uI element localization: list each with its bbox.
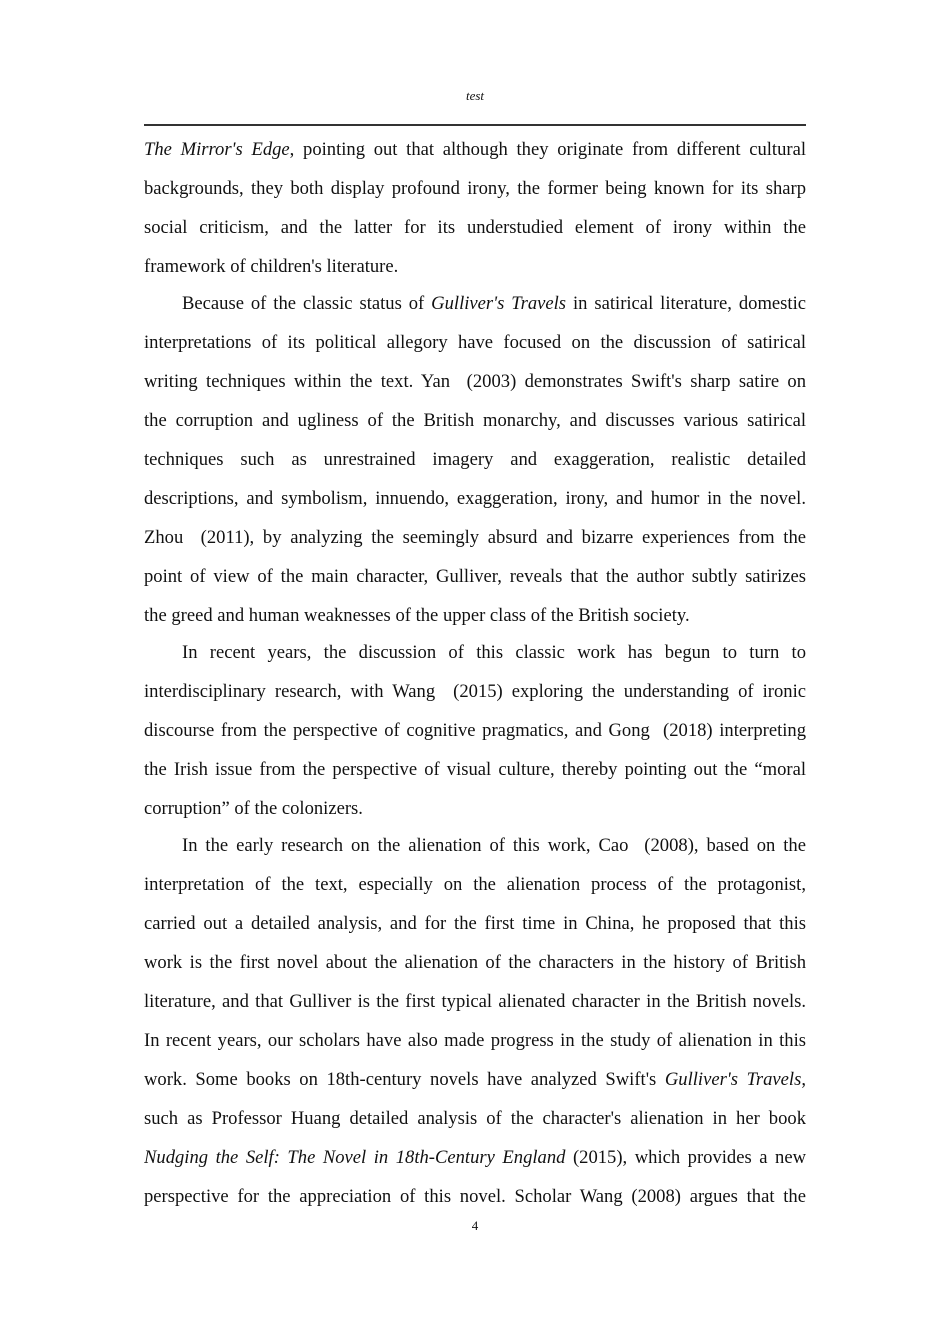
text-line (144, 208, 806, 247)
header-rule (144, 124, 806, 126)
text-segment: interpretations of its political allegory have focused on the discussion of satirical (144, 332, 806, 353)
text-line (144, 982, 806, 1021)
text-line (144, 1177, 806, 1216)
italic-title: Nudging the Self: The Novel in 18th-Century England (144, 1147, 566, 1168)
text-line (144, 130, 806, 169)
text-line (144, 401, 806, 440)
text-segment: In the early research on the alienation of this work, Cao (2008), based on the (182, 835, 806, 856)
running-header: test (465, 88, 485, 103)
text-segment: , pointing out that although they originate from different cultural (289, 139, 806, 160)
text-segment: point of view of the main character, Gulliver, reveals that the author subtly satirizes (144, 566, 806, 587)
text-segment: perspective for the appreciation of this novel. Scholar Wang (2008) argues that the (144, 1186, 806, 1207)
paragraph (144, 130, 806, 286)
text-line (144, 826, 806, 865)
text-segment: Because of the classic status of (182, 293, 432, 314)
text-line (144, 1021, 806, 1060)
text-line (144, 518, 806, 557)
text-line (144, 789, 806, 828)
page-number: 4 (471, 1218, 479, 1233)
italic-title: Gulliver's Travels (664, 1069, 802, 1090)
text-segment: literature, and that Gulliver is the first typical alienated character in the British novels. (144, 991, 806, 1012)
text-line (144, 284, 806, 323)
text-segment: interpretation of the text, especially on the alienation process of the protagonist, (144, 874, 806, 895)
text-segment: work. Some books on 18th-century novels have analyzed Swift's (144, 1069, 665, 1090)
text-segment: techniques such as unrestrained imagery and exaggeration, realistic detailed (144, 449, 806, 470)
text-segment: backgrounds, they both display profound irony, the former being known for its sharp (144, 178, 806, 199)
text-line (144, 362, 806, 401)
text-segment: such as Professor Huang detailed analysis of the character's alienation in her book (144, 1108, 806, 1129)
text-segment: , (801, 1069, 806, 1090)
text-line (144, 672, 806, 711)
text-segment: In recent years, the discussion of this classic work has begun to turn to (182, 642, 806, 663)
text-line (144, 750, 806, 789)
text-segment: social criticism, and the latter for its understudied element of irony within the (144, 217, 806, 238)
paragraph (144, 284, 806, 635)
text-segment: descriptions, and symbolism, innuendo, exaggeration, irony, and humor in the novel. (144, 488, 806, 509)
text-line (144, 596, 806, 635)
text-segment: the Irish issue from the perspective of visual culture, thereby pointing out the “moral (144, 759, 806, 780)
text-line (144, 1060, 806, 1099)
text-line (144, 440, 806, 479)
text-line (144, 711, 806, 750)
text-line (144, 633, 806, 672)
paragraph (144, 826, 806, 1216)
text-segment: work is the first novel about the alienation of the characters in the history of British (144, 952, 806, 973)
text-segment: (2015), which provides a new (565, 1147, 806, 1168)
italic-title: Gulliver's Travels (431, 293, 567, 314)
text-line (144, 479, 806, 518)
text-line (144, 865, 806, 904)
text-segment: discourse from the perspective of cognitive pragmatics, and Gong (2018) interpreting (144, 720, 806, 741)
text-segment: framework of children's literature. (144, 256, 399, 277)
text-line (144, 904, 806, 943)
text-segment: in satirical literature, domestic (566, 293, 806, 314)
text-segment: the greed and human weaknesses of the upper class of the British society. (144, 605, 690, 626)
text-line (144, 323, 806, 362)
text-line (144, 1138, 806, 1177)
text-line (144, 943, 806, 982)
text-line (144, 1099, 806, 1138)
text-segment: the corruption and ugliness of the British monarchy, and discusses various satirical (144, 410, 806, 431)
italic-title: The Mirror's Edge (144, 139, 290, 160)
text-segment: corruption” of the colonizers. (144, 798, 363, 819)
text-segment: carried out a detailed analysis, and for the first time in China, he proposed that this (144, 913, 806, 934)
text-line (144, 557, 806, 596)
text-segment: In recent years, our scholars have also made progress in the study of alienation in this (144, 1030, 806, 1051)
document-body (144, 130, 806, 1216)
paragraph (144, 633, 806, 828)
text-segment: writing techniques within the text. Yan (2003) demonstrates Swift's sharp satire on (144, 371, 806, 392)
text-segment: Zhou (2011), by analyzing the seemingly absurd and bizarre experiences from the (144, 527, 806, 548)
text-line (144, 169, 806, 208)
text-line (144, 247, 806, 286)
text-segment: interdisciplinary research, with Wang (2015) exploring the understanding of ironic (144, 681, 806, 702)
